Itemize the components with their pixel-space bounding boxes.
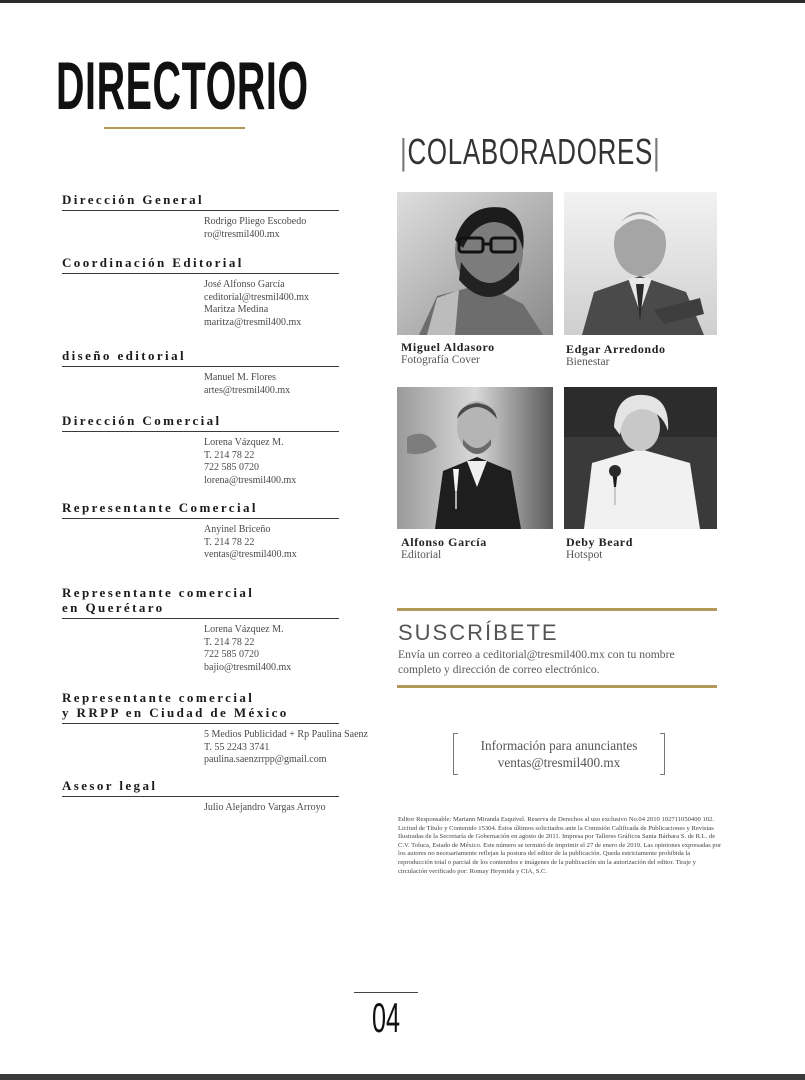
section-divider [62,210,339,211]
section-heading: diseño editorial [62,348,186,363]
staff-email[interactable]: artes@tresmil400.mx [204,384,291,396]
staff-email[interactable]: maritza@tresmil400.mx [204,316,302,328]
section-divider [62,431,339,432]
masthead-underline [104,127,245,129]
staff-phone: T. 214 78 22 [204,536,255,548]
directory-section-representante-comercial [62,500,339,562]
collaborator-photo-deby-beard [564,387,717,529]
collaborator-role: Hotspot [566,549,603,561]
directory-section-direccion-comercial [62,413,339,487]
folio-rule [354,992,418,993]
section-divider [62,366,339,367]
advertisers-info-box [453,733,665,775]
section-heading: Dirección General [62,192,205,207]
subscribe-title: SUSCRÍBETE [398,620,559,645]
collaborator-name: Alfonso García [401,535,487,549]
collaborator-role: Fotografía Cover [401,354,480,366]
section-divider [62,273,339,274]
section-heading: Asesor legal [62,778,158,793]
staff-email[interactable]: paulina.saenzrrpp@gmail.com [204,754,327,765]
collaborator-photo-alfonso-garcia [397,387,553,529]
subscribe-bottom-rule [397,685,717,688]
staff-name: Anyinel Briceño [204,524,271,535]
bracket-left [453,733,458,775]
directory-section-representante-cdmx [62,690,368,767]
staff-phone: T. 214 78 22 [204,449,255,461]
staff-name: Julio Alejandro Vargas Arroyo [204,802,326,813]
staff-name: Lorena Vázquez M. [204,624,284,635]
staff-name: Manuel M. Flores [204,372,276,383]
collaborator-role: Bienestar [566,356,610,368]
section-heading: Representante comercial en Querétaro [62,585,255,615]
page-top-border [0,0,805,3]
staff-name: Maritza Medina [204,304,269,315]
collaborator-name: Edgar Arredondo [566,342,666,356]
legal-notice: Editor Responsable: Mariann Miranda Esquivel. Reserva de Derechos al uso exclusivo No.04 2010 102711050400 102. Licitud de Título y Contenido 15304. Éstos últimos solicitados ante la Comisión Calificada de Publicaciones y Revistas Ilustradas de la Secretaría de Gobernación en agosto de 2011. Impresa por Talleres Gráficos Santa Bárbara S. de R.L. de C.V. Toluca, Estado de México. Este número se terminó de imprimir el 27 de enero de 2019. Las opiniones expresadas por los autores no necesariamente reflejan la postura del editor de la publicación. Queda estrictamente prohibida la reproducción total o parcial de los contenidos e imágenes de la publicación sin la autorización del editor. Tiraje y circulación verificado por: Romay Heymida y CIA, S.C. [398,816,722,875]
collaborators-title: |COLABORADORES| [400,131,661,172]
advertisers-email[interactable]: ventas@tresmil400.mx [497,755,621,770]
staff-email[interactable]: lorena@tresmil400.mx [204,474,297,486]
staff-email[interactable]: bajio@tresmil400.mx [204,661,292,673]
staff-phone: T. 55 2243 3741 [204,741,270,753]
section-divider [62,518,339,519]
directory-section-diseno-editorial [62,348,339,397]
section-heading: Coordinación Editorial [62,255,244,270]
directory-section-direccion-general [62,192,339,241]
staff-phone: 722 585 0720 [204,649,259,660]
collaborator-name: Miguel Aldasoro [401,340,495,354]
staff-name: José Alfonso García [204,279,285,290]
directory-section-coordinacion-editorial [62,255,339,329]
section-heading: Dirección Comercial [62,413,222,428]
directory-section-representante-queretaro [62,585,339,674]
advertisers-label: Información para anunciantes [480,738,638,753]
collaborator-photo-edgar-arredondo [564,192,717,335]
staff-name: 5 Medios Publicidad + Rp Paulina Saenz [204,729,368,740]
subscribe-top-rule [397,608,717,611]
section-divider [62,618,339,619]
page-number: 04 [371,994,401,1041]
subscribe-text: Envía un correo a ceditorial@tresmil400.mx con tu nombre completo y dirección de correo electrónico. [398,648,675,676]
directory-section-asesor-legal [62,778,339,815]
bracket-right [660,733,665,775]
masthead-title: DIRECTORIO [56,48,309,124]
collaborator-photo-miguel-aldasoro [397,192,553,335]
staff-email[interactable]: ro@tresmil400.mx [204,228,280,240]
collaborator-role: Editorial [401,549,442,561]
collaborator-name: Deby Beard [566,535,633,549]
staff-email[interactable]: ceditorial@tresmil400.mx [204,291,310,303]
section-heading: Representante comercial y RRPP en Ciudad de México [62,690,289,720]
staff-phone: T. 214 78 22 [204,636,255,648]
section-heading: Representante Comercial [62,500,258,515]
section-divider [62,723,339,724]
page-bottom-border [0,1074,805,1080]
staff-name: Rodrigo Pliego Escobedo [204,216,307,227]
staff-phone: 722 585 0720 [204,462,259,473]
staff-email[interactable]: ventas@tresmil400.mx [204,549,297,560]
section-divider [62,796,339,797]
staff-name: Lorena Vázquez M. [204,437,284,448]
